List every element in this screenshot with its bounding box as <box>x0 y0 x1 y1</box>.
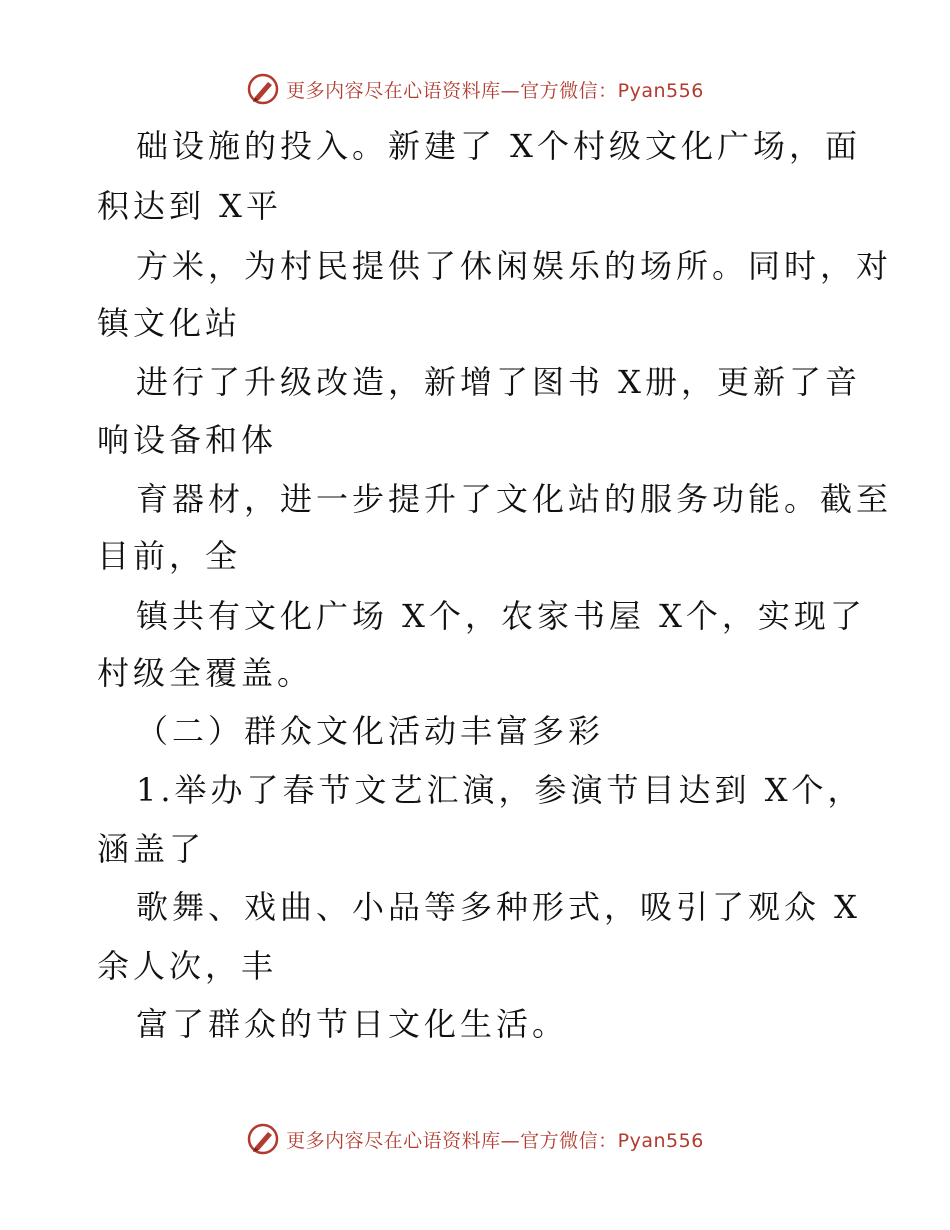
text-line: 育器材，进一步提升了文化站的服务功能。截至 <box>136 480 893 518</box>
pen-logo-icon <box>246 72 280 106</box>
text-line: 1.举办了春节文艺汇演，参演节目达到 X个， <box>136 771 864 809</box>
text-line: 进行了升级改造，新增了图书 X册，更新了音 <box>136 363 861 401</box>
text-line: 础设施的投入。新建了 X个村级文化广场，面 <box>136 127 861 165</box>
text-line: 响设备和体 <box>97 421 278 459</box>
pen-logo-icon <box>246 1122 280 1156</box>
text-line: 村级全覆盖。 <box>97 654 314 692</box>
watermark-text: 更多内容尽在心语资料库—官方微信：Pyan556 <box>286 79 704 102</box>
footer-watermark <box>0 1122 950 1156</box>
text-line: 镇文化站 <box>97 304 242 342</box>
text-line: 富了群众的节日文化生活。 <box>136 1005 569 1043</box>
text-line: 余人次，丰 <box>97 947 278 985</box>
text-line: 歌舞、戏曲、小品等多种形式，吸引了观众 X <box>136 888 861 926</box>
text-line: 镇共有文化广场 X个，农家书屋 X个，实现了 <box>136 597 866 635</box>
section-heading: （二）群众文化活动丰富多彩 <box>136 712 605 750</box>
text-line: 方米，为村民提供了休闲娱乐的场所。同时，对 <box>136 247 893 285</box>
watermark-text: 更多内容尽在心语资料库—官方微信：Pyan556 <box>286 1129 704 1152</box>
text-line: 目前，全 <box>97 537 242 575</box>
header-watermark <box>0 72 950 106</box>
text-line: 积达到 X平 <box>97 187 282 225</box>
text-line: 涵盖了 <box>97 830 206 868</box>
